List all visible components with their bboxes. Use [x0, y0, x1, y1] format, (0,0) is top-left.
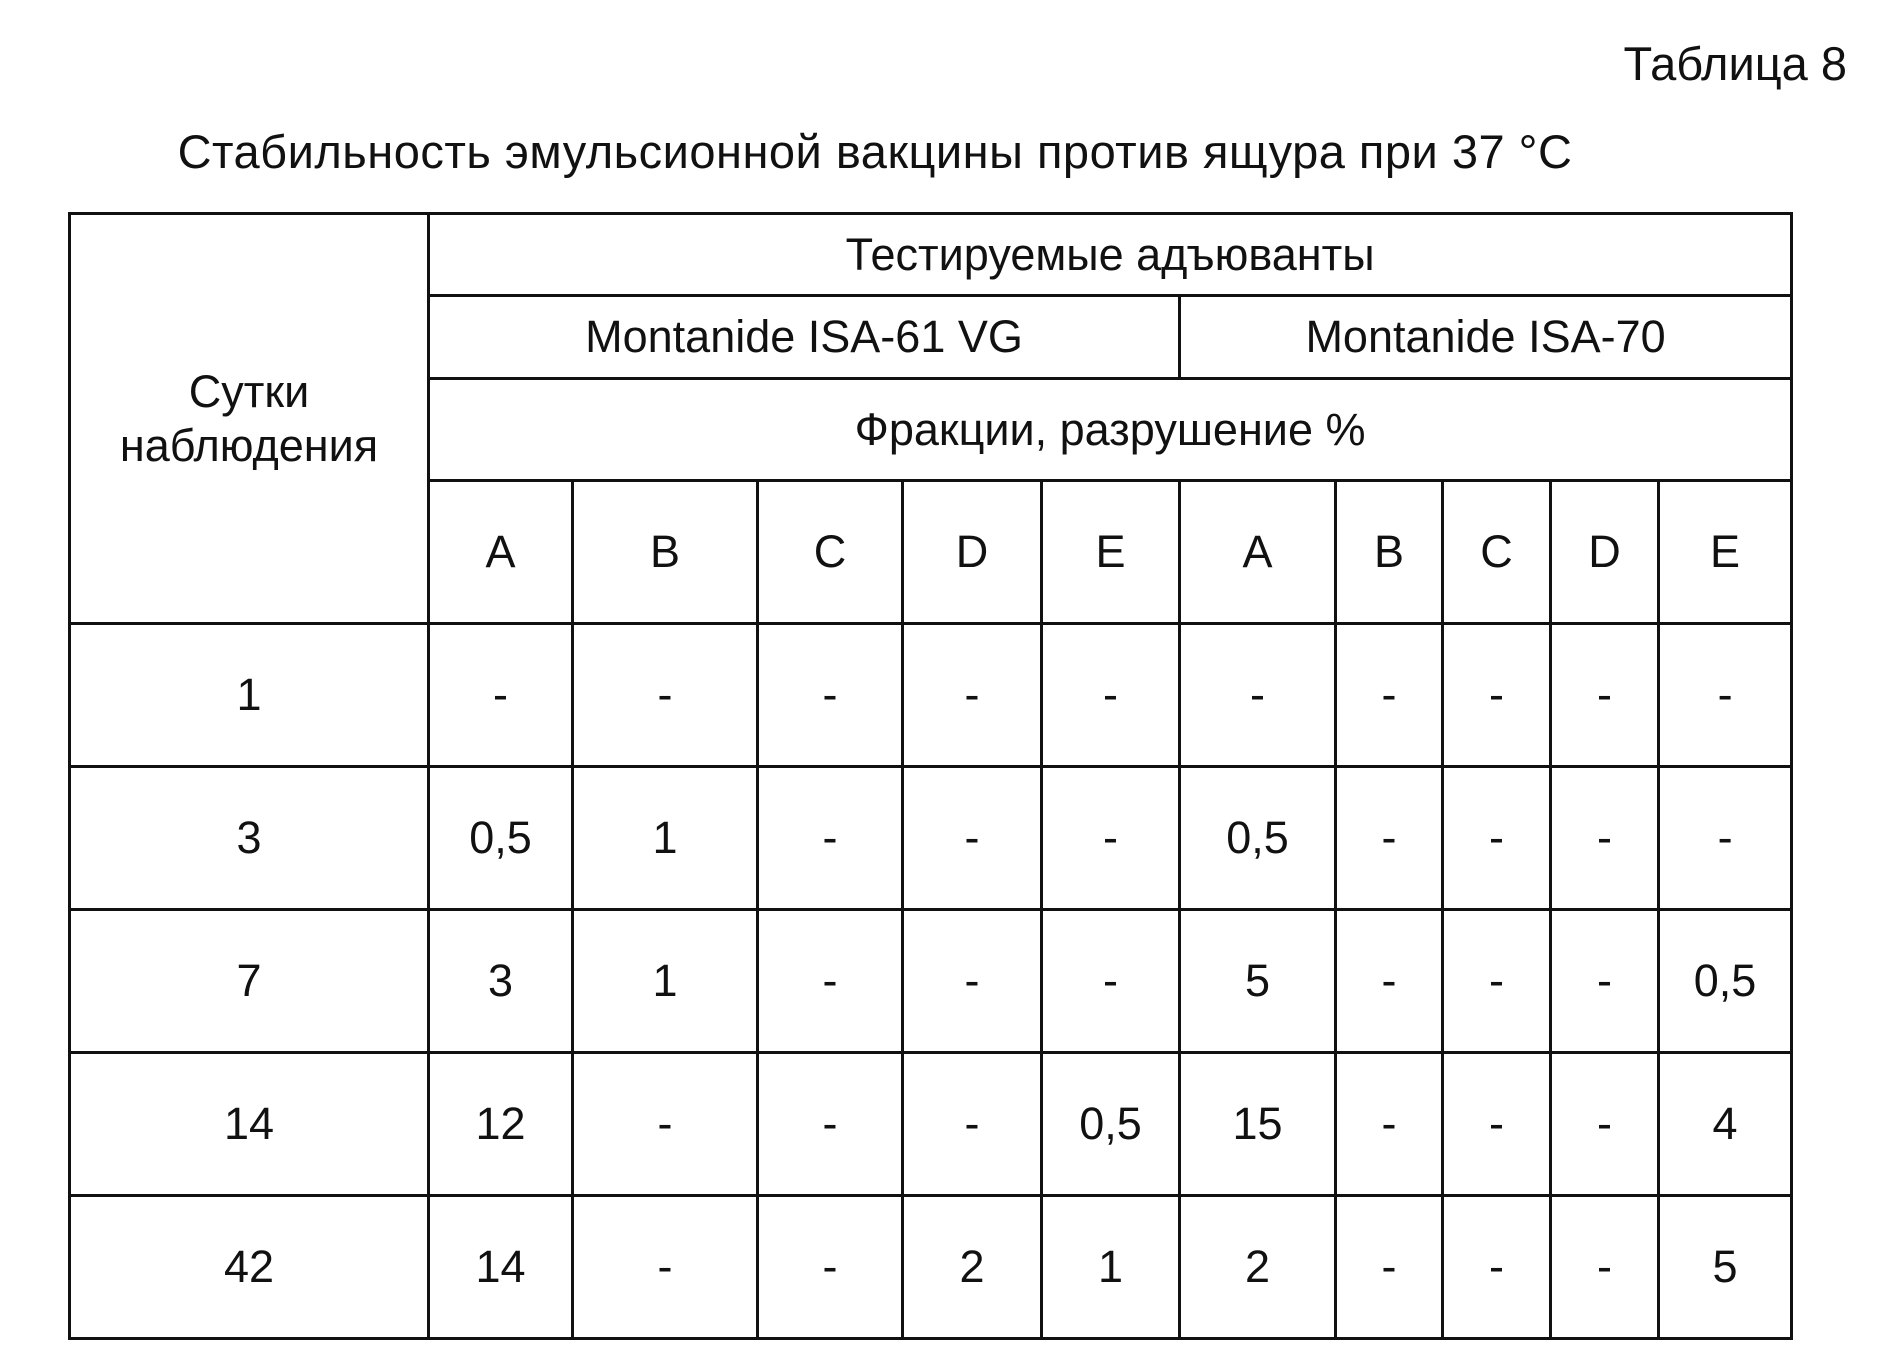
fraction-header: B: [1336, 481, 1443, 624]
value-cell: -: [1551, 1196, 1659, 1339]
day-cell: 3: [70, 767, 429, 910]
value-cell: 15: [1180, 1053, 1336, 1196]
value-cell: -: [1659, 624, 1792, 767]
value-cell: -: [1180, 624, 1336, 767]
value-cell: -: [758, 1196, 903, 1339]
fraction-header: C: [758, 481, 903, 624]
value-cell: -: [758, 624, 903, 767]
fraction-header: A: [429, 481, 573, 624]
header-row-group: [70, 214, 1792, 296]
value-cell: -: [1336, 624, 1443, 767]
value-cell: -: [1336, 1053, 1443, 1196]
value-cell: 0,5: [1042, 1053, 1180, 1196]
value-cell: -: [1443, 624, 1551, 767]
value-cell: 0,5: [1659, 910, 1792, 1053]
value-cell: 14: [429, 1196, 573, 1339]
value-cell: -: [758, 910, 903, 1053]
value-cell: -: [758, 767, 903, 910]
day-cell: 14: [70, 1053, 429, 1196]
value-cell: -: [429, 624, 573, 767]
value-cell: -: [1042, 624, 1180, 767]
value-cell: -: [1551, 767, 1659, 910]
group-header-cell: Тестируемые адъюванты: [429, 214, 1792, 296]
value-cell: -: [758, 1053, 903, 1196]
fraction-header: B: [573, 481, 758, 624]
value-cell: -: [1336, 1196, 1443, 1339]
value-cell: -: [1443, 1053, 1551, 1196]
fraction-header: C: [1443, 481, 1551, 624]
row-header-label: Сутки наблюдения: [119, 365, 379, 471]
value-cell: 3: [429, 910, 573, 1053]
value-cell: -: [903, 910, 1042, 1053]
value-cell: -: [903, 767, 1042, 910]
value-cell: -: [1443, 910, 1551, 1053]
value-cell: -: [903, 1053, 1042, 1196]
table-row: [70, 624, 1792, 767]
value-cell: -: [573, 1053, 758, 1196]
day-cell: 1: [70, 624, 429, 767]
table-number: Таблица 8: [1623, 37, 1847, 90]
measure-header-cell: Фракции, разрушение %: [429, 379, 1792, 481]
table-row: [70, 767, 1792, 910]
value-cell: 1: [573, 910, 758, 1053]
value-cell: 2: [1180, 1196, 1336, 1339]
adjuvant-header-isa61: Montanide ISA-61 VG: [429, 296, 1180, 379]
value-cell: -: [1443, 767, 1551, 910]
value-cell: -: [1336, 910, 1443, 1053]
value-cell: 1: [1042, 1196, 1180, 1339]
value-cell: -: [1042, 767, 1180, 910]
value-cell: -: [1042, 910, 1180, 1053]
value-cell: -: [903, 624, 1042, 767]
value-cell: -: [1443, 1196, 1551, 1339]
value-cell: 5: [1180, 910, 1336, 1053]
value-cell: 2: [903, 1196, 1042, 1339]
table-row: [70, 1196, 1792, 1339]
fraction-header: E: [1659, 481, 1792, 624]
fraction-header: D: [903, 481, 1042, 624]
value-cell: -: [573, 624, 758, 767]
value-cell: -: [1659, 767, 1792, 910]
value-cell: 1: [573, 767, 758, 910]
value-cell: 0,5: [1180, 767, 1336, 910]
value-cell: 0,5: [429, 767, 573, 910]
day-cell: 42: [70, 1196, 429, 1339]
value-cell: -: [573, 1196, 758, 1339]
value-cell: -: [1551, 910, 1659, 1053]
table-row: [70, 1053, 1792, 1196]
value-cell: -: [1551, 1053, 1659, 1196]
table-row: [70, 910, 1792, 1053]
table-title: Стабильность эмульсионной вакцины против ящура при 37 °С: [177, 125, 1573, 178]
row-header-cell: [70, 214, 429, 624]
value-cell: -: [1551, 624, 1659, 767]
value-cell: 4: [1659, 1053, 1792, 1196]
fraction-header: E: [1042, 481, 1180, 624]
fraction-header: A: [1180, 481, 1336, 624]
value-cell: -: [1336, 767, 1443, 910]
value-cell: 12: [429, 1053, 573, 1196]
adjuvant-header-isa70: Montanide ISA-70: [1180, 296, 1792, 379]
stability-table: [68, 212, 1793, 1340]
fraction-header: D: [1551, 481, 1659, 624]
value-cell: 5: [1659, 1196, 1792, 1339]
day-cell: 7: [70, 910, 429, 1053]
